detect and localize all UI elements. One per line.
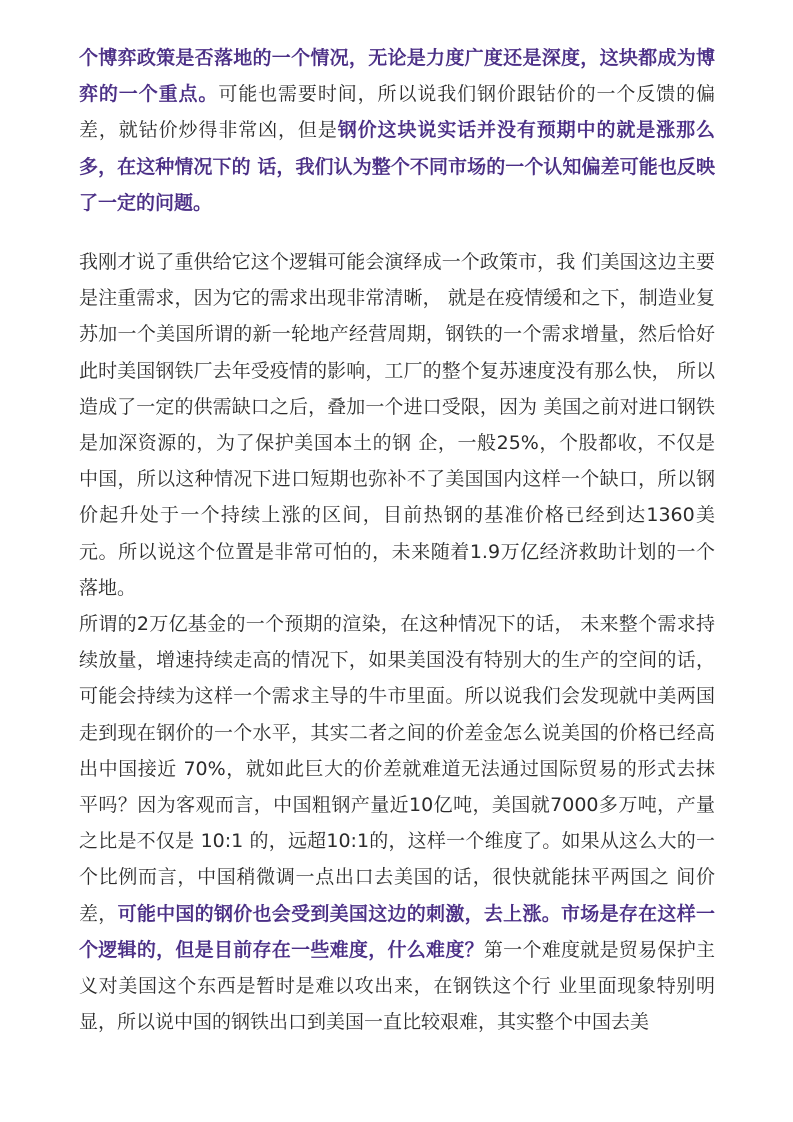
body-text: 所谓的2万亿基金的一个预期的渲染，在这种情况下的话， 未来整个需求持续放量，增速持续走高的情况下，如果美国没有特别大的生产的空间的话，可能会持续为这样一个需求主导的牛市里面。所以说我们会发现就中美两国走到现在钢价的一个水平，其实二者之间的价差金怎么说美国的价格已经高出中国接近 70%，就如此巨大的价差就难道无法通过国际贸易的形式去抹平吗？因为客观而言，中国粗钢产量近10亿吨，美国就7000多万吨，产量之比是不仅是 10:1 的，远超10:1的，这样一个维度了。如果从这么大的一个比例而言，中国稍微调一点出口去美国的话，很快就能抹平两国之 间价差，	[79, 613, 715, 925]
body-text: 可能也需要时间，所以说我们钢价跟钴价的一个反馈的偏差，就钴价炒得非常凶，但是	[79, 83, 715, 142]
highlighted-text: 钢价这块说实话并没有预期中的就是涨那么多，在这种情况下的 话，我们认为整个不同市场的一个认知偏差可能也反映了一定的问题。	[79, 119, 715, 214]
highlighted-text: 个博弈政策是否落地的一个情况，无论是力度广度还是深度，这块都成为博弈的一个重点。	[79, 47, 715, 106]
paragraph-2	[79, 244, 715, 606]
highlighted-text: 可能中国的钢价也会受到美国这边的刺激，去上涨。市场是存在这样一个逻辑的，但是目前存在一些难度，什么难度？	[79, 902, 715, 961]
paragraph-1	[79, 40, 715, 221]
body-text: 我刚才说了重供给它这个逻辑可能会演绎成一个政策市，我 们美国这边主要是注重需求，因为它的需求出现非常清晰， 就是在疫情缓和之下，制造业复苏加一个美国所谓的新一轮地产经营周期，钢铁的一个需求增量，然后恰好此时美国钢铁厂去年受疫情的影响，工厂的整个复苏速度没有那么快， 所以造成了一定的供需缺口之后，叠加一个进口受限，因为 美国之前对进口钢铁是加深资源的，为了保护美国本土的钢 企，一般25%，个股都收，不仅是中国，所以这种情况下进口短期也弥补不了美国国内这样一个缺口，所以钢价起升处于一个持续上涨的区间，目前热钢的基准价格已经到达1360美元。所以说这个位置是非常可怕的，未来随着1.9万亿经济救助计划的一个落地。	[79, 251, 715, 599]
document-body	[79, 40, 715, 1040]
body-text: 第一个难度就是贸易保护主义对美国这个东西是暂时是难以攻出来，在钢铁这个行 业里面现象特别明显，所以说中国的钢铁出口到美国一直比较艰难，其实整个中国去美	[79, 938, 715, 1034]
paragraph-3	[79, 606, 715, 1040]
